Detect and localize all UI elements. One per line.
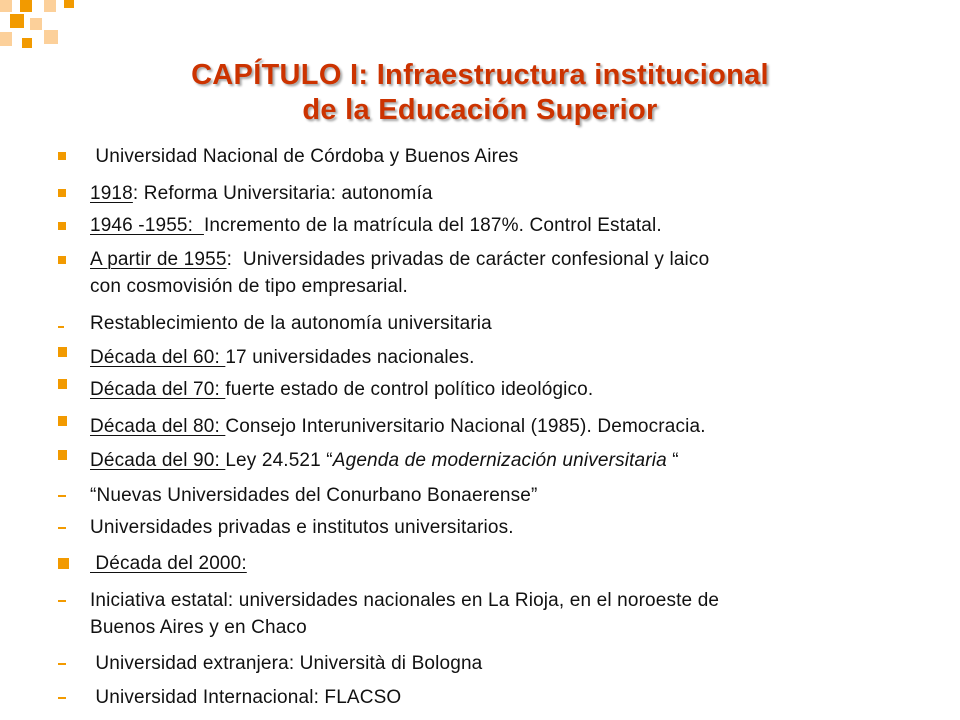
item-date: Década del 60: <box>90 347 226 368</box>
list-item <box>90 180 880 207</box>
list-item <box>90 212 880 239</box>
list-item <box>90 482 880 509</box>
dash-bullet <box>58 527 66 529</box>
list-item <box>90 587 880 641</box>
item-date: Década del 90: <box>90 450 226 471</box>
item-text: : Universidades privadas de carácter confesional y laico <box>226 249 710 270</box>
list-item <box>90 684 880 711</box>
deco-square <box>64 0 74 8</box>
deco-square <box>0 32 12 46</box>
square-bullet <box>58 256 66 264</box>
slide-title <box>0 58 960 128</box>
list-item <box>90 310 880 337</box>
list-item <box>90 246 880 300</box>
item-text: fuerte estado de control político ideológico. <box>225 379 594 400</box>
item-text: Universidad Nacional de Córdoba y Buenos Aires <box>90 146 519 167</box>
item-text: Ley 24.521 “ <box>225 450 333 471</box>
dash-bullet <box>58 600 66 602</box>
square-bullet <box>58 347 67 357</box>
title-line-2: de la Educación Superior <box>302 94 658 126</box>
item-date: Década del 80: <box>90 416 226 437</box>
square-bullet <box>58 189 66 197</box>
square-bullet <box>58 379 67 389</box>
item-text: : Reforma Universitaria: autonomía <box>132 183 433 204</box>
item-text-continued: con cosmovisión de tipo empresarial. <box>90 276 408 297</box>
list-item <box>90 344 880 371</box>
item-date: 1918 <box>90 183 133 204</box>
deco-square <box>44 30 58 44</box>
deco-square <box>0 0 12 12</box>
list-item <box>90 413 880 440</box>
list-item <box>90 447 880 474</box>
item-text: Universidades privadas e institutos universitarios. <box>90 517 514 538</box>
item-text: Universidad Internacional: FLACSO <box>90 687 402 708</box>
deco-square <box>20 0 32 12</box>
item-date: A partir de 1955 <box>90 249 227 270</box>
dash-bullet <box>58 697 66 699</box>
item-text: 17 universidades nacionales. <box>225 347 475 368</box>
title-line-1: CAPÍTULO I: Infraestructura institucional <box>191 59 769 91</box>
square-bullet <box>58 450 67 460</box>
item-heading: Década del 2000: <box>90 553 247 574</box>
item-date: 1946 -1955: <box>90 215 204 236</box>
list-item <box>90 550 880 577</box>
deco-square <box>10 14 24 28</box>
square-bullet <box>58 416 67 426</box>
list-item <box>90 650 880 677</box>
square-bullet <box>58 152 66 160</box>
deco-square <box>22 38 32 48</box>
item-italic-text: Agenda de modernización universitaria <box>332 450 667 471</box>
square-bullet <box>58 222 66 230</box>
deco-square <box>30 18 42 30</box>
item-date: Década del 70: <box>90 379 226 400</box>
dash-bullet <box>58 663 66 665</box>
list-item <box>90 143 880 170</box>
deco-square <box>44 0 56 12</box>
square-bullet <box>58 558 69 569</box>
item-text: Consejo Interuniversitario Nacional (1985). Democracia. <box>225 416 706 437</box>
item-text: Restablecimiento de la autonomía universitaria <box>90 313 492 334</box>
item-text-continued: Buenos Aires y en Chaco <box>90 617 307 638</box>
dash-bullet <box>58 326 64 328</box>
list-item <box>90 514 880 541</box>
item-text: “Nuevas Universidades del Conurbano Bonaerense” <box>90 485 538 506</box>
list-item <box>90 376 880 403</box>
item-text: Iniciativa estatal: universidades nacionales en La Rioja, en el noroeste de <box>90 590 720 611</box>
item-text: Incremento de la matrícula del 187%. Control Estatal. <box>203 215 662 236</box>
item-text-tail: “ <box>666 450 679 471</box>
item-text: Universidad extranjera: Università di Bologna <box>90 653 483 674</box>
dash-bullet <box>58 495 66 497</box>
